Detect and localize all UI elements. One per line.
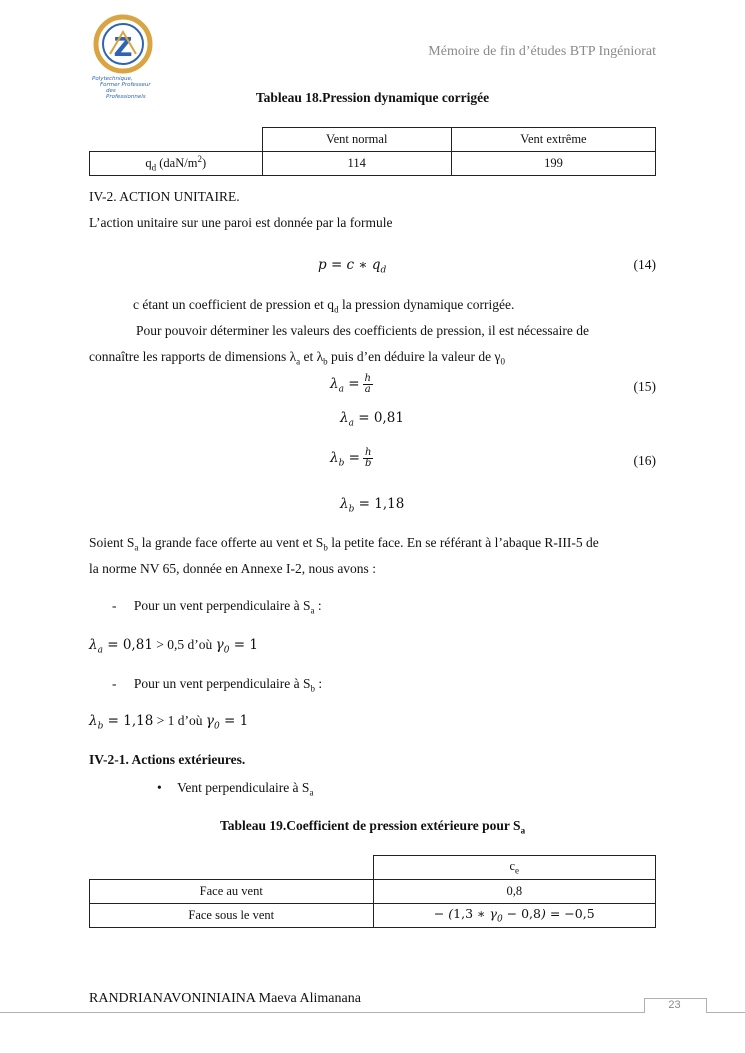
table18-caption: Tableau 18.Pression dynamique corrigée [255, 90, 490, 105]
paragraph: Soient $S_a$ la grande face offerte au vent et $S_b$ la petite face. En se référant à l’abaque R-III-5 de [89, 535, 599, 553]
table-row-label: Face au vent [90, 880, 374, 904]
equation-15: $\lambda_a$ = $\frac{h}{a}$ [330, 373, 371, 395]
logo-emblem-icon [92, 14, 154, 74]
table-header: Vent normal [262, 128, 451, 152]
equation-number: (16) [633, 453, 656, 468]
paragraph: la norme NV 65, donnée en Annexe I-2, nous avons : [89, 561, 376, 576]
list-item: • Vent perpendiculaire à $S_a$ [157, 780, 314, 798]
page-number: 23 [668, 999, 681, 1011]
equation-14: p = c ∗ $q_d$ [318, 257, 387, 276]
table-cell: − (1,3 ∗ $\gamma_0 - 0,8) = -0,5$ [373, 904, 656, 928]
paragraph: connaître les rapports de dimensions $\lambda_a$ et $\lambda_b$ puis d’en déduire la valeur de $\gamma_0$ [89, 349, 505, 367]
table-cell: 0,8 [373, 880, 656, 904]
table18 [89, 127, 656, 176]
table19 [89, 855, 656, 928]
paragraph: c étant un coefficient de pression et $q_d$ la pression dynamique corrigée. [133, 297, 515, 315]
table-row-label: $q_d$ $(daN/m^2)$ [90, 152, 263, 176]
table-header: Vent extrême [451, 128, 655, 152]
result-line: $\lambda_a = 0,81 > 0,5$ d’où $\gamma_0 = 1$ [89, 637, 258, 656]
equation-number: (15) [633, 379, 656, 394]
paragraph: Pour pouvoir déterminer les valeurs des coefficients de pression, il est nécessaire de [136, 323, 589, 338]
list-item: - Pour un vent perpendiculaire à $S_a$ : [112, 598, 322, 616]
section-title: IV-2. ACTION UNITAIRE. [89, 189, 240, 204]
dash-bullet: - [112, 598, 117, 613]
footer-author: RANDRIANAVONINIAINA Maeva Alimanana [89, 991, 361, 1006]
lambda-a-result: $\lambda_a = 0,81$ [340, 410, 404, 429]
equation-number: (14) [633, 257, 656, 272]
result-line: $\lambda_b = 1,18 > 1$ d’où $\gamma_0 = 1$ [89, 713, 249, 732]
dash-bullet: - [112, 676, 117, 691]
university-logo [92, 14, 154, 100]
table-header: $c_e$ [373, 856, 656, 880]
subsection-title: IV-2-1. Actions extérieures. [89, 752, 246, 767]
svg-text:Z: Z [113, 33, 133, 63]
logo-caption: des Professionnels [106, 88, 146, 100]
list-item: - Pour un vent perpendiculaire à $S_b$ : [112, 676, 323, 694]
footer-rule [0, 1012, 745, 1013]
table-cell: 114 [262, 152, 451, 176]
logo-caption: Former Professeur [100, 82, 151, 88]
lambda-b-result: $\lambda_b = 1,18$ [340, 496, 405, 515]
table-cell: 199 [451, 152, 655, 176]
bullet-icon: • [157, 780, 162, 795]
logo-caption: Polytechnique, [92, 76, 133, 82]
table-row-label: Face sous le vent [90, 904, 374, 928]
section-intro: L’action unitaire sur une paroi est donnée par la formule [89, 215, 393, 230]
header-title: Mémoire de fin d’études BTP Ingéniorat [428, 44, 656, 59]
equation-16: $\lambda_b$ = $\frac{h}{b}$ [330, 447, 372, 469]
table19-caption: Tableau 19.Coefficient de pression extérieure pour $S_a$ [219, 818, 526, 836]
